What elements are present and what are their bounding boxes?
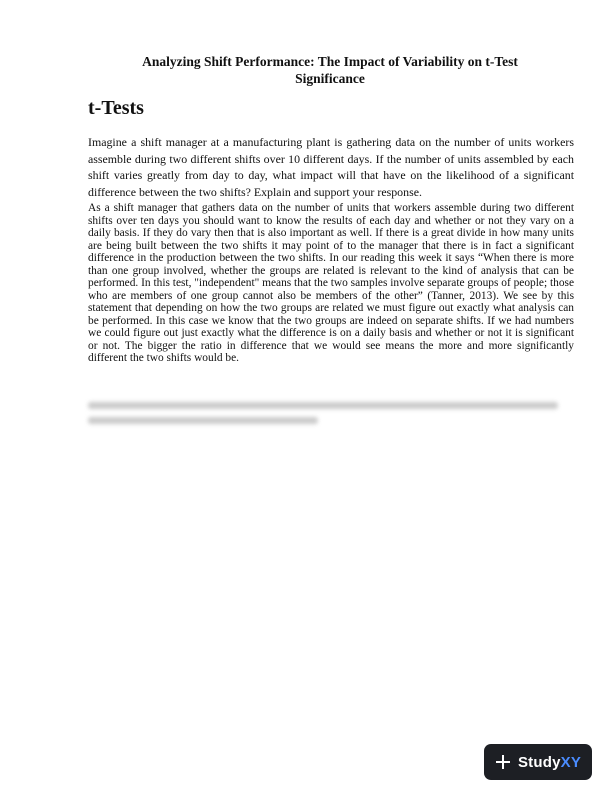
blurred-line — [88, 402, 558, 409]
blurred-line — [88, 417, 318, 424]
brand-name-part1: Study — [517, 753, 561, 771]
blurred-reference — [88, 396, 574, 432]
brand-name-part2: XY — [560, 753, 582, 771]
document-title: Analyzing Shift Performance: The Impact of Variability on t-Test Significance — [142, 54, 518, 86]
brand-name — [518, 754, 581, 771]
prompt-paragraph: Imagine a shift manager at a manufacturing plant is gathering data on the number of units workers assemble during two different shifts over 10 different days. If the number of units assembled by each shift varies greatly from day to day, what impact will that have on the likelihood of a significant difference between the two shifts? Explain and support your response. — [88, 135, 574, 199]
studyxy-badge[interactable] — [484, 744, 592, 780]
answer-paragraph: As a shift manager that gathers data on the number of units that workers assemble during two different shifts over ten days you should want to know the results of each day and whether or not they vary on a daily basis. If they do vary then that is also important as well. If there is a great divide in how many units are being built between the two shifts it may point of to the manager that there is in fact a significant difference in the production between the two shifts. In our reading this week it says “When there is more than one group involved, whether the groups are related is relevant to the kind of analysis that can be performed. In this test, "independent" means that the two samples involve separate groups of people; those who are members of one group cannot also be members of the other” (Tanner, 2013). We see by this statement that depending on how the two groups are related we must figure out exactly what analysis can be performed. In this case we know that the two groups are indeed on separate shifts. If we had numbers we could figure out just exactly what the difference is on a daily basis and whether or not it is significant or not. The bigger the ratio in difference that we would see means the more and more significantly different the two shifts would be. — [88, 202, 574, 364]
plus-icon — [495, 754, 511, 770]
section-heading: t-Tests — [88, 97, 144, 119]
